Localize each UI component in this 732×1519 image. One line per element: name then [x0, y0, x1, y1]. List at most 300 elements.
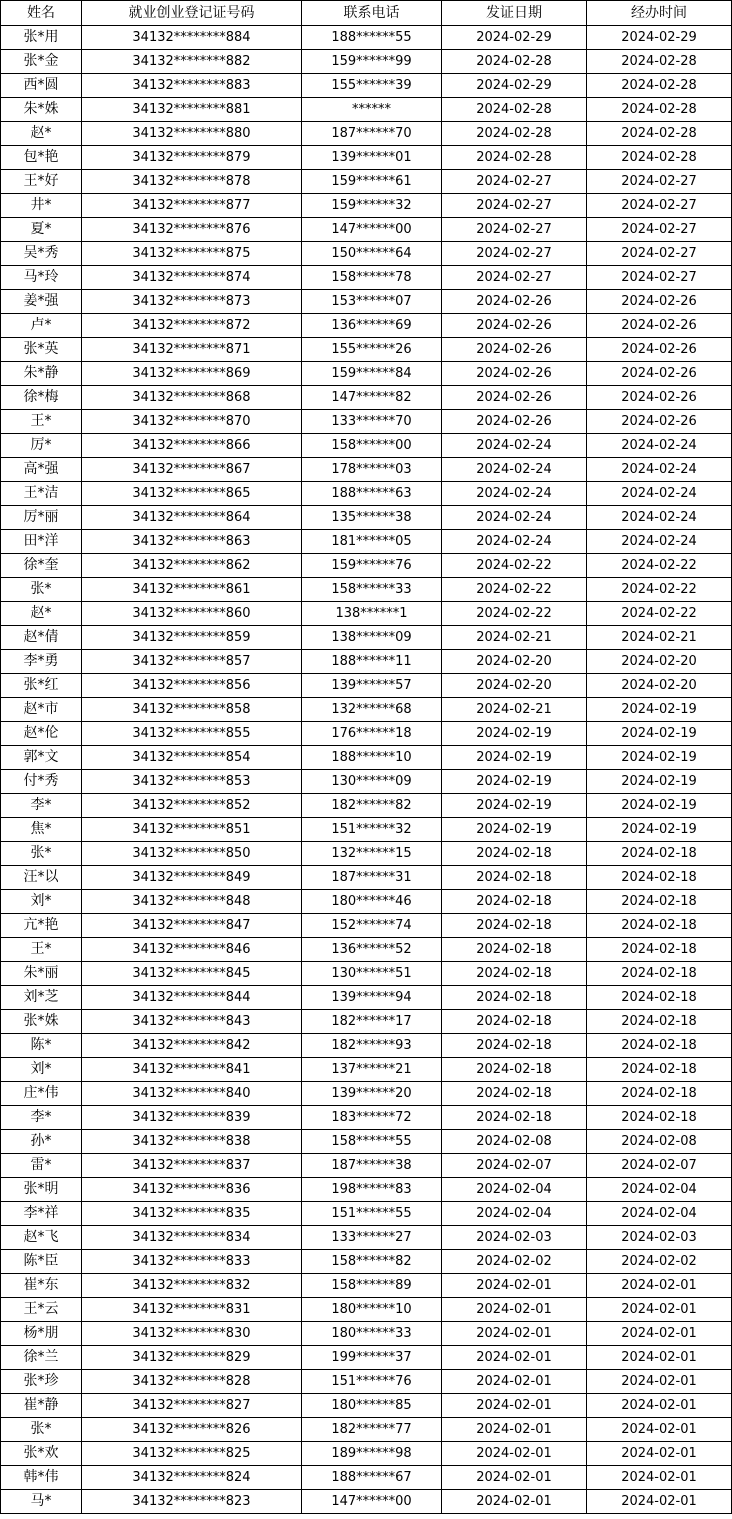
cell-phone: 138******09	[302, 626, 442, 650]
cell-processing-time: 2024-02-07	[587, 1154, 732, 1178]
cell-processing-time: 2024-02-02	[587, 1250, 732, 1274]
cell-issue-date: 2024-02-26	[442, 314, 587, 338]
cell-certificate-number: 34132********830	[82, 1322, 302, 1346]
cell-phone: 199******37	[302, 1346, 442, 1370]
cell-issue-date: 2024-02-27	[442, 194, 587, 218]
cell-processing-time: 2024-02-28	[587, 122, 732, 146]
cell-name: 包*艳	[1, 146, 82, 170]
cell-name: 朱*姝	[1, 98, 82, 122]
table-row	[1, 1226, 732, 1250]
cell-name: 李*	[1, 794, 82, 818]
cell-issue-date: 2024-02-04	[442, 1202, 587, 1226]
cell-processing-time: 2024-02-24	[587, 506, 732, 530]
cell-name: 雷*	[1, 1154, 82, 1178]
cell-processing-time: 2024-02-08	[587, 1130, 732, 1154]
table-row	[1, 1370, 732, 1394]
table-row	[1, 290, 732, 314]
table-row	[1, 1130, 732, 1154]
cell-processing-time: 2024-02-26	[587, 386, 732, 410]
cell-certificate-number: 34132********852	[82, 794, 302, 818]
cell-name: 刘*芝	[1, 986, 82, 1010]
cell-issue-date: 2024-02-04	[442, 1178, 587, 1202]
cell-phone: 139******57	[302, 674, 442, 698]
table-row	[1, 938, 732, 962]
cell-phone: 182******93	[302, 1034, 442, 1058]
cell-name: 孙*	[1, 1130, 82, 1154]
cell-issue-date: 2024-02-18	[442, 1034, 587, 1058]
cell-certificate-number: 34132********839	[82, 1106, 302, 1130]
table-row	[1, 410, 732, 434]
cell-phone: 139******01	[302, 146, 442, 170]
cell-name: 张*珍	[1, 1370, 82, 1394]
cell-processing-time: 2024-02-01	[587, 1418, 732, 1442]
cell-certificate-number: 34132********856	[82, 674, 302, 698]
cell-phone: 180******33	[302, 1322, 442, 1346]
cell-phone: 159******32	[302, 194, 442, 218]
cell-processing-time: 2024-02-18	[587, 1034, 732, 1058]
header-row	[1, 1, 732, 26]
cell-phone: 139******94	[302, 986, 442, 1010]
cell-issue-date: 2024-02-18	[442, 914, 587, 938]
cell-issue-date: 2024-02-21	[442, 698, 587, 722]
table-row	[1, 1010, 732, 1034]
cell-processing-time: 2024-02-28	[587, 50, 732, 74]
cell-phone: 178******03	[302, 458, 442, 482]
cell-processing-time: 2024-02-04	[587, 1202, 732, 1226]
cell-name: 李*祥	[1, 1202, 82, 1226]
table-row	[1, 914, 732, 938]
cell-phone: 155******39	[302, 74, 442, 98]
cell-issue-date: 2024-02-03	[442, 1226, 587, 1250]
cell-issue-date: 2024-02-18	[442, 842, 587, 866]
cell-issue-date: 2024-02-07	[442, 1154, 587, 1178]
cell-certificate-number: 34132********869	[82, 362, 302, 386]
cell-processing-time: 2024-02-01	[587, 1370, 732, 1394]
cell-processing-time: 2024-02-01	[587, 1274, 732, 1298]
cell-name: 崔*东	[1, 1274, 82, 1298]
cell-name: 韩*伟	[1, 1466, 82, 1490]
cell-name: 徐*奎	[1, 554, 82, 578]
cell-issue-date: 2024-02-01	[442, 1466, 587, 1490]
cell-processing-time: 2024-02-04	[587, 1178, 732, 1202]
cell-processing-time: 2024-02-19	[587, 698, 732, 722]
cell-certificate-number: 34132********853	[82, 770, 302, 794]
cell-name: 赵*倩	[1, 626, 82, 650]
cell-name: 陈*臣	[1, 1250, 82, 1274]
cell-processing-time: 2024-02-03	[587, 1226, 732, 1250]
cell-phone: 159******84	[302, 362, 442, 386]
cell-phone: 137******21	[302, 1058, 442, 1082]
cell-issue-date: 2024-02-26	[442, 290, 587, 314]
cell-processing-time: 2024-02-28	[587, 98, 732, 122]
table-row	[1, 1274, 732, 1298]
cell-issue-date: 2024-02-24	[442, 506, 587, 530]
cell-name: 马*	[1, 1490, 82, 1514]
table-row	[1, 1418, 732, 1442]
table-row	[1, 1082, 732, 1106]
cell-processing-time: 2024-02-19	[587, 746, 732, 770]
cell-certificate-number: 34132********828	[82, 1370, 302, 1394]
cell-name: 张*	[1, 578, 82, 602]
cell-certificate-number: 34132********865	[82, 482, 302, 506]
cell-issue-date: 2024-02-18	[442, 890, 587, 914]
cell-certificate-number: 34132********851	[82, 818, 302, 842]
cell-processing-time: 2024-02-20	[587, 650, 732, 674]
cell-issue-date: 2024-02-28	[442, 98, 587, 122]
cell-phone: 189******98	[302, 1442, 442, 1466]
cell-phone: 158******55	[302, 1130, 442, 1154]
cell-certificate-number: 34132********838	[82, 1130, 302, 1154]
cell-certificate-number: 34132********850	[82, 842, 302, 866]
table-row	[1, 1154, 732, 1178]
table-row	[1, 26, 732, 50]
cell-name: 张*	[1, 1418, 82, 1442]
table-body	[1, 26, 732, 1514]
table-row	[1, 866, 732, 890]
cell-processing-time: 2024-02-01	[587, 1394, 732, 1418]
cell-name: 井*	[1, 194, 82, 218]
table-row	[1, 1106, 732, 1130]
cell-phone: 187******70	[302, 122, 442, 146]
cell-name: 王*	[1, 410, 82, 434]
table-row	[1, 98, 732, 122]
table-row	[1, 194, 732, 218]
cell-issue-date: 2024-02-18	[442, 1010, 587, 1034]
cell-issue-date: 2024-02-19	[442, 722, 587, 746]
cell-processing-time: 2024-02-18	[587, 938, 732, 962]
cell-name: 厉*	[1, 434, 82, 458]
table-row	[1, 626, 732, 650]
cell-name: 夏*	[1, 218, 82, 242]
cell-issue-date: 2024-02-01	[442, 1418, 587, 1442]
table-row	[1, 386, 732, 410]
cell-phone: 182******77	[302, 1418, 442, 1442]
table-row	[1, 818, 732, 842]
cell-processing-time: 2024-02-28	[587, 74, 732, 98]
cell-phone: 158******89	[302, 1274, 442, 1298]
cell-phone: 135******38	[302, 506, 442, 530]
cell-phone: 158******33	[302, 578, 442, 602]
cell-issue-date: 2024-02-27	[442, 242, 587, 266]
cell-processing-time: 2024-02-28	[587, 146, 732, 170]
cell-processing-time: 2024-02-01	[587, 1490, 732, 1514]
cell-name: 赵*	[1, 602, 82, 626]
cell-processing-time: 2024-02-18	[587, 962, 732, 986]
cell-name: 张*姝	[1, 1010, 82, 1034]
cell-certificate-number: 34132********875	[82, 242, 302, 266]
cell-name: 付*秀	[1, 770, 82, 794]
cell-certificate-number: 34132********870	[82, 410, 302, 434]
cell-phone: 132******15	[302, 842, 442, 866]
cell-name: 亢*艳	[1, 914, 82, 938]
table-row	[1, 314, 732, 338]
cell-processing-time: 2024-02-18	[587, 890, 732, 914]
cell-issue-date: 2024-02-22	[442, 602, 587, 626]
cell-issue-date: 2024-02-01	[442, 1274, 587, 1298]
cell-name: 吴*秀	[1, 242, 82, 266]
table-row	[1, 362, 732, 386]
cell-phone: 147******82	[302, 386, 442, 410]
cell-issue-date: 2024-02-27	[442, 218, 587, 242]
cell-name: 西*圆	[1, 74, 82, 98]
cell-issue-date: 2024-02-18	[442, 1082, 587, 1106]
cell-phone: 130******51	[302, 962, 442, 986]
cell-name: 徐*梅	[1, 386, 82, 410]
cell-certificate-number: 34132********854	[82, 746, 302, 770]
cell-issue-date: 2024-02-01	[442, 1298, 587, 1322]
cell-phone: 159******61	[302, 170, 442, 194]
cell-phone: 153******07	[302, 290, 442, 314]
table-row	[1, 962, 732, 986]
cell-certificate-number: 34132********841	[82, 1058, 302, 1082]
table-row	[1, 1298, 732, 1322]
cell-name: 陈*	[1, 1034, 82, 1058]
cell-issue-date: 2024-02-28	[442, 146, 587, 170]
cell-name: 王*洁	[1, 482, 82, 506]
cell-processing-time: 2024-02-22	[587, 554, 732, 578]
cell-name: 焦*	[1, 818, 82, 842]
cell-issue-date: 2024-02-18	[442, 1106, 587, 1130]
cell-certificate-number: 34132********847	[82, 914, 302, 938]
table-row	[1, 1250, 732, 1274]
cell-processing-time: 2024-02-18	[587, 1058, 732, 1082]
cell-certificate-number: 34132********862	[82, 554, 302, 578]
cell-processing-time: 2024-02-24	[587, 434, 732, 458]
cell-phone: 182******17	[302, 1010, 442, 1034]
table-row	[1, 770, 732, 794]
cell-processing-time: 2024-02-26	[587, 314, 732, 338]
cell-certificate-number: 34132********859	[82, 626, 302, 650]
header-issue-date: 发证日期	[442, 1, 587, 26]
cell-name: 赵*市	[1, 698, 82, 722]
cell-issue-date: 2024-02-19	[442, 818, 587, 842]
cell-name: 张*	[1, 842, 82, 866]
cell-phone: 188******55	[302, 26, 442, 50]
cell-issue-date: 2024-02-19	[442, 794, 587, 818]
cell-name: 卢*	[1, 314, 82, 338]
cell-issue-date: 2024-02-02	[442, 1250, 587, 1274]
cell-name: 赵*	[1, 122, 82, 146]
cell-name: 杨*朋	[1, 1322, 82, 1346]
table-row	[1, 146, 732, 170]
table-row	[1, 722, 732, 746]
cell-issue-date: 2024-02-26	[442, 410, 587, 434]
table-row	[1, 1466, 732, 1490]
cell-name: 张*用	[1, 26, 82, 50]
cell-name: 王*好	[1, 170, 82, 194]
cell-certificate-number: 34132********883	[82, 74, 302, 98]
table-row	[1, 1058, 732, 1082]
cell-issue-date: 2024-02-22	[442, 578, 587, 602]
cell-issue-date: 2024-02-27	[442, 170, 587, 194]
cell-certificate-number: 34132********824	[82, 1466, 302, 1490]
cell-phone: 181******05	[302, 530, 442, 554]
cell-processing-time: 2024-02-22	[587, 602, 732, 626]
cell-issue-date: 2024-02-20	[442, 674, 587, 698]
cell-processing-time: 2024-02-22	[587, 578, 732, 602]
table-row	[1, 1034, 732, 1058]
cell-issue-date: 2024-02-26	[442, 338, 587, 362]
cell-phone: 139******20	[302, 1082, 442, 1106]
table-row	[1, 338, 732, 362]
cell-phone: 136******69	[302, 314, 442, 338]
table-row	[1, 482, 732, 506]
cell-name: 高*强	[1, 458, 82, 482]
cell-phone: 188******10	[302, 746, 442, 770]
cell-name: 刘*	[1, 1058, 82, 1082]
header-processing-time: 经办时间	[587, 1, 732, 26]
cell-processing-time: 2024-02-01	[587, 1322, 732, 1346]
cell-issue-date: 2024-02-22	[442, 554, 587, 578]
table-row	[1, 458, 732, 482]
cell-issue-date: 2024-02-27	[442, 266, 587, 290]
table-row	[1, 578, 732, 602]
cell-phone: ******	[302, 98, 442, 122]
table-row	[1, 794, 732, 818]
cell-processing-time: 2024-02-19	[587, 818, 732, 842]
cell-processing-time: 2024-02-19	[587, 770, 732, 794]
cell-certificate-number: 34132********829	[82, 1346, 302, 1370]
cell-name: 李*	[1, 1106, 82, 1130]
cell-certificate-number: 34132********836	[82, 1178, 302, 1202]
cell-name: 朱*静	[1, 362, 82, 386]
cell-phone: 158******82	[302, 1250, 442, 1274]
table-row	[1, 242, 732, 266]
cell-certificate-number: 34132********823	[82, 1490, 302, 1514]
cell-issue-date: 2024-02-24	[442, 458, 587, 482]
cell-processing-time: 2024-02-26	[587, 362, 732, 386]
cell-phone: 198******83	[302, 1178, 442, 1202]
cell-phone: 136******52	[302, 938, 442, 962]
cell-phone: 132******68	[302, 698, 442, 722]
table-row	[1, 602, 732, 626]
cell-processing-time: 2024-02-18	[587, 842, 732, 866]
table-row	[1, 1178, 732, 1202]
cell-certificate-number: 34132********835	[82, 1202, 302, 1226]
cell-name: 马*玲	[1, 266, 82, 290]
cell-certificate-number: 34132********858	[82, 698, 302, 722]
cell-phone: 188******11	[302, 650, 442, 674]
cell-certificate-number: 34132********864	[82, 506, 302, 530]
table-row	[1, 1202, 732, 1226]
cell-issue-date: 2024-02-21	[442, 626, 587, 650]
cell-issue-date: 2024-02-01	[442, 1370, 587, 1394]
cell-certificate-number: 34132********871	[82, 338, 302, 362]
cell-processing-time: 2024-02-27	[587, 194, 732, 218]
table-row	[1, 1442, 732, 1466]
cell-certificate-number: 34132********880	[82, 122, 302, 146]
cell-phone: 182******82	[302, 794, 442, 818]
cell-name: 张*明	[1, 1178, 82, 1202]
cell-phone: 183******72	[302, 1106, 442, 1130]
cell-certificate-number: 34132********867	[82, 458, 302, 482]
cell-certificate-number: 34132********861	[82, 578, 302, 602]
cell-issue-date: 2024-02-28	[442, 122, 587, 146]
cell-certificate-number: 34132********840	[82, 1082, 302, 1106]
cell-issue-date: 2024-02-08	[442, 1130, 587, 1154]
cell-phone: 147******00	[302, 1490, 442, 1514]
cell-issue-date: 2024-02-18	[442, 938, 587, 962]
cell-issue-date: 2024-02-01	[442, 1322, 587, 1346]
cell-name: 赵*飞	[1, 1226, 82, 1250]
cell-processing-time: 2024-02-19	[587, 794, 732, 818]
cell-name: 汪*以	[1, 866, 82, 890]
table-row	[1, 1490, 732, 1514]
cell-processing-time: 2024-02-18	[587, 1082, 732, 1106]
cell-processing-time: 2024-02-24	[587, 482, 732, 506]
cell-processing-time: 2024-02-01	[587, 1466, 732, 1490]
cell-name: 王*	[1, 938, 82, 962]
cell-certificate-number: 34132********844	[82, 986, 302, 1010]
cell-certificate-number: 34132********834	[82, 1226, 302, 1250]
cell-phone: 130******09	[302, 770, 442, 794]
cell-phone: 133******70	[302, 410, 442, 434]
cell-phone: 188******63	[302, 482, 442, 506]
table-row	[1, 218, 732, 242]
cell-phone: 180******46	[302, 890, 442, 914]
table-row	[1, 74, 732, 98]
cell-certificate-number: 34132********882	[82, 50, 302, 74]
table-row	[1, 986, 732, 1010]
cell-name: 张*红	[1, 674, 82, 698]
table-row	[1, 746, 732, 770]
cell-issue-date: 2024-02-01	[442, 1490, 587, 1514]
cell-certificate-number: 34132********842	[82, 1034, 302, 1058]
cell-certificate-number: 34132********831	[82, 1298, 302, 1322]
cell-processing-time: 2024-02-18	[587, 1106, 732, 1130]
cell-phone: 150******64	[302, 242, 442, 266]
cell-issue-date: 2024-02-19	[442, 746, 587, 770]
cell-processing-time: 2024-02-18	[587, 986, 732, 1010]
table-row	[1, 50, 732, 74]
cell-certificate-number: 34132********866	[82, 434, 302, 458]
cell-certificate-number: 34132********846	[82, 938, 302, 962]
table-row	[1, 1322, 732, 1346]
cell-phone: 187******31	[302, 866, 442, 890]
cell-phone: 138******1	[302, 602, 442, 626]
cell-phone: 180******85	[302, 1394, 442, 1418]
cell-phone: 152******74	[302, 914, 442, 938]
cell-issue-date: 2024-02-29	[442, 74, 587, 98]
cell-certificate-number: 34132********849	[82, 866, 302, 890]
cell-certificate-number: 34132********827	[82, 1394, 302, 1418]
cell-processing-time: 2024-02-01	[587, 1346, 732, 1370]
cell-certificate-number: 34132********863	[82, 530, 302, 554]
cell-phone: 176******18	[302, 722, 442, 746]
cell-phone: 159******99	[302, 50, 442, 74]
cell-issue-date: 2024-02-26	[442, 386, 587, 410]
cell-processing-time: 2024-02-18	[587, 914, 732, 938]
cell-phone: 151******76	[302, 1370, 442, 1394]
cell-issue-date: 2024-02-01	[442, 1394, 587, 1418]
table-row	[1, 698, 732, 722]
cell-phone: 155******26	[302, 338, 442, 362]
cell-processing-time: 2024-02-24	[587, 530, 732, 554]
cell-certificate-number: 34132********833	[82, 1250, 302, 1274]
cell-processing-time: 2024-02-26	[587, 290, 732, 314]
table-row	[1, 890, 732, 914]
cell-certificate-number: 34132********857	[82, 650, 302, 674]
cell-name: 张*英	[1, 338, 82, 362]
cell-processing-time: 2024-02-21	[587, 626, 732, 650]
cell-phone: 188******67	[302, 1466, 442, 1490]
cell-issue-date: 2024-02-18	[442, 962, 587, 986]
cell-certificate-number: 34132********876	[82, 218, 302, 242]
cell-name: 张*金	[1, 50, 82, 74]
table-row	[1, 266, 732, 290]
cell-certificate-number: 34132********872	[82, 314, 302, 338]
cell-issue-date: 2024-02-26	[442, 362, 587, 386]
